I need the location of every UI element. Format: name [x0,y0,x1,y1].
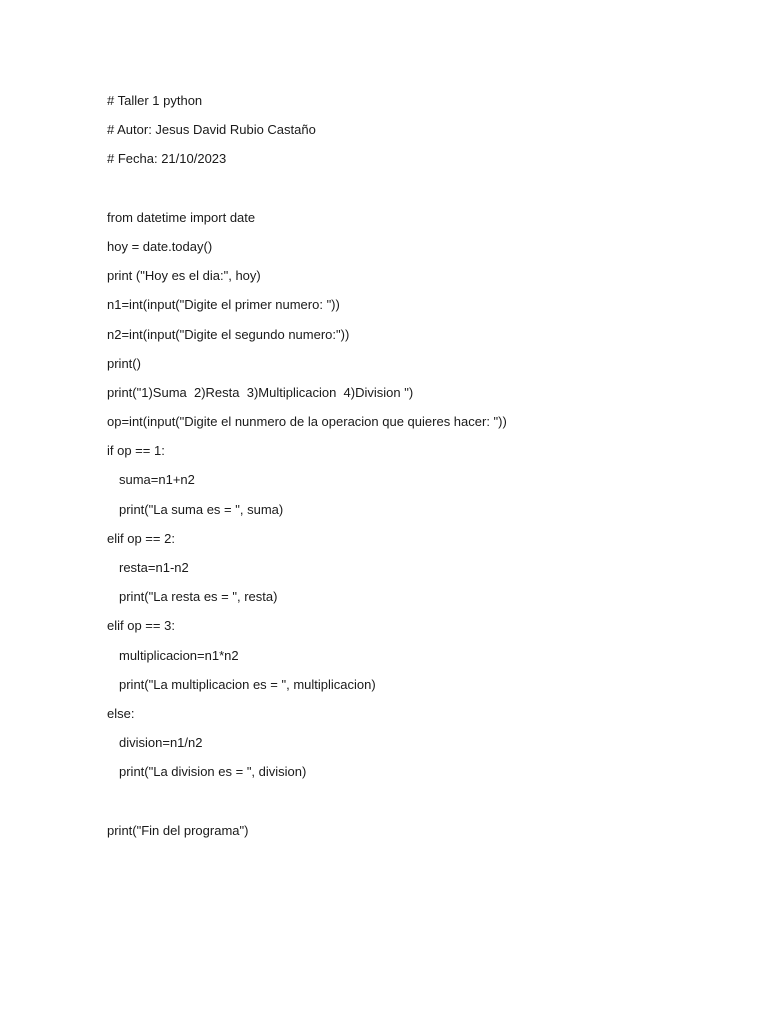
code-line: print("La suma es = ", suma) [119,501,284,517]
blank-line [107,174,727,203]
code-line: from datetime import date [107,209,256,225]
code-line: print("La resta es = ", resta) [119,589,278,605]
code-line: print("1)Suma 2)Resta 3)Multiplicacion 4)Division ") [107,384,414,400]
code-line: n1=int(input("Digite el primer numero: ")) [107,297,340,313]
code-line: print ("Hoy es el dia:", hoy) [107,268,261,284]
code-line: suma=n1+n2 [119,472,195,488]
code-line: else: [107,705,135,721]
comment-date: # Fecha: 21/10/2023 [107,151,227,167]
code-line: if op == 1: [107,443,165,459]
code-line: elif op == 2: [107,530,175,546]
comment-author: # Autor: Jesus David Rubio Castaño [107,122,316,138]
code-line-closing: print("Fin del programa") [107,822,249,838]
comment-title: # Taller 1 python [107,93,203,108]
code-line: op=int(input("Digite el nunmero de la operacion que quieres hacer: ")) [107,414,507,430]
code-line: n2=int(input("Digite el segundo numero:")) [107,326,350,342]
code-line: print("La division es = ", division) [119,764,307,780]
code-line: resta=n1-n2 [119,560,189,575]
code-line: division=n1/n2 [119,735,203,751]
code-line: elif op == 3: [107,618,175,634]
code-line: print("La multiplicacion es = ", multiplicacion) [119,676,376,692]
code-line: multiplicacion=n1*n2 [119,647,239,663]
document-body [107,86,727,845]
code-line: print() [107,355,141,371]
code-line: hoy = date.today() [107,238,213,254]
blank-line [107,787,727,816]
